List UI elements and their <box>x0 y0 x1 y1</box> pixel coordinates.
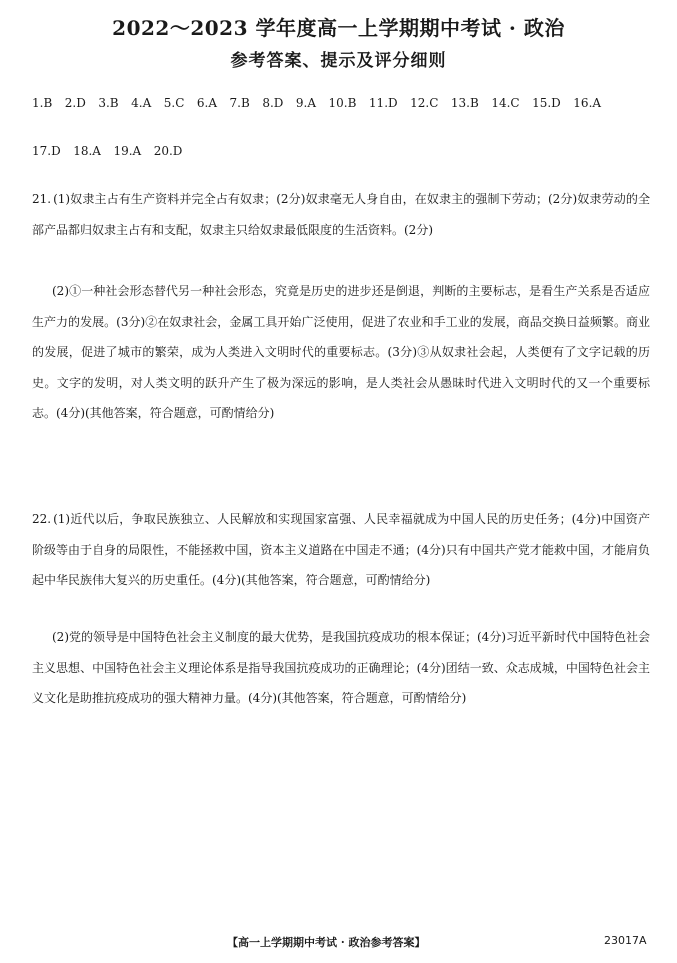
answer-item: 15.D <box>532 96 561 110</box>
answer-item: 19.A <box>113 144 142 158</box>
answer-item: 17.D <box>32 144 61 158</box>
question-number: 21. <box>32 192 52 206</box>
answer-item: 14.C <box>491 96 520 110</box>
answer-item: 20.D <box>153 144 183 158</box>
answer-item: 2.D <box>64 96 86 110</box>
answer-text: (1)近代以后，争取民族独立、人民解放和实现国家富强、人民幸福就成为中国人民的历史任务；(4分)中国资产阶级等由于自身的局限性，不能拯救中国，资本主义道路在中国走不通；(4分)只有中国共产党才能救中国，才能肩负起中华民族伟大复兴的历史重任。(4分)(其他答案，符合题意，可酌情给分) <box>32 512 650 587</box>
footer-code: 23017A <box>604 934 647 947</box>
page-subtitle: 参考答案、提示及评分细则 <box>230 51 447 71</box>
footer-label: 【高一上学期期中考试 · 政治参考答案】 <box>227 936 426 949</box>
question-22-part-2 <box>32 622 650 714</box>
answer-item: 1.B <box>32 96 53 110</box>
question-number: 22. <box>32 512 52 526</box>
answer-item: 9.A <box>295 96 317 110</box>
answer-text: (2)党的领导是中国特色社会主义制度的最大优势，是我国抗疫成功的根本保证；(4分)习近平新时代中国特色社会主义思想、中国特色社会主义理论体系是指导我国抗疫成功的正确理论；(4分)团结一致、众志成城，中国特色社会主义文化是助推抗疫成功的强大精神力量。(4分)(其他答案，符合题意，可酌情给分) <box>32 630 651 705</box>
answer-item: 4.A <box>131 96 152 110</box>
answer-text: (2)①一种社会形态替代另一种社会形态，究竟是历史的进步还是倒退，判断的主要标志，是看生产关系是否适应生产力的发展。(3分)②在奴隶社会，金属工具开始广泛使用，促进了农业和手工业的发展，商品交换日益频繁。商业的发展，促进了城市的繁荣，成为人类进入文明时代的重要标志。(3分)③从奴隶社会起，人类便有了文字记载的历史。文字的发明，对人类文明的跃升产生了极为深远的影响，是人类社会从愚昧时代进入文明时代的又一个重要标志。(4分)(其他答案，符合题意，可酌情给分) <box>32 284 650 420</box>
answer-item: 5.C <box>163 96 185 110</box>
answer-key-row-1 <box>32 96 652 110</box>
answer-item: 6.A <box>196 96 218 110</box>
answer-item: 7.B <box>229 96 250 110</box>
answer-text: (1)奴隶主占有生产资料并完全占有奴隶；(2分)奴隶毫无人身自由，在奴隶主的强制下劳动；(2分)奴隶劳动的全部产品都归奴隶主占有和支配，奴隶主只给奴隶最低限度的生活资料。(2分) <box>32 192 650 237</box>
answer-item: 8.D <box>262 96 284 110</box>
answer-item: 12.C <box>410 96 439 110</box>
question-21-part-2 <box>32 276 650 429</box>
answer-item: 3.B <box>98 96 119 110</box>
answer-item: 13.B <box>450 96 479 110</box>
answer-item: 10.B <box>328 96 357 110</box>
question-22-part-1 <box>32 504 650 596</box>
answer-item: 16.A <box>573 96 602 110</box>
question-21-part-1 <box>32 184 650 245</box>
answer-item: 18.A <box>73 144 101 158</box>
page-title: 2022～2023 学年度高一上学期期中考试 · 政治 <box>112 16 565 40</box>
answer-key-row-2 <box>32 144 652 158</box>
answer-item: 11.D <box>368 96 398 110</box>
